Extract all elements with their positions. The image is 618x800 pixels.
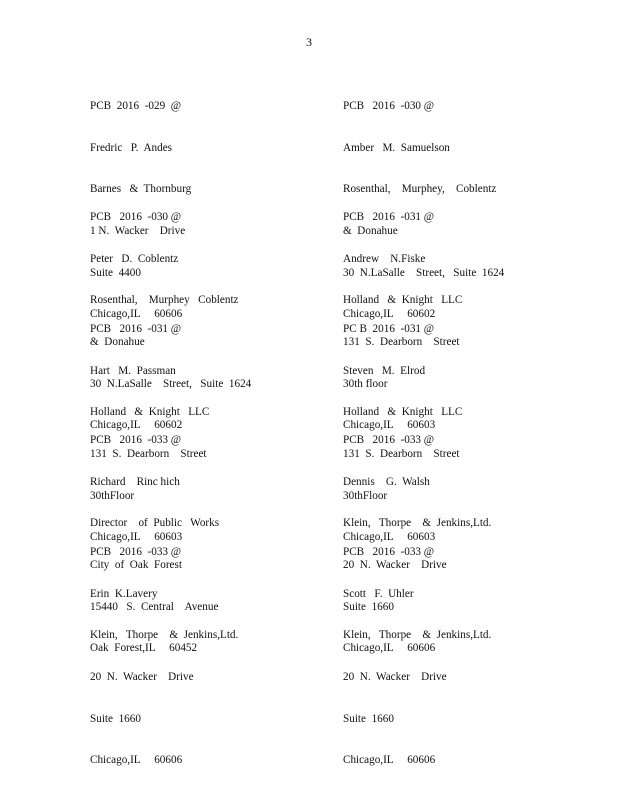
name-line: Steven M. Elrod [343, 364, 426, 377]
address-line: 131 S. Dearborn Street [343, 447, 460, 460]
city-line: Chicago,IL 60606 [90, 308, 183, 321]
address-line: Suite 4400 [90, 266, 141, 279]
address-line: 1 N. Wacker Drive [90, 224, 186, 237]
firm-line: Rosenthal, Murphey Coblentz [90, 294, 239, 307]
address-line: 20 N. Wacker Drive [343, 558, 447, 571]
docket-line: PCB 2016 -033 @ [90, 545, 182, 558]
firm-line: Holland & Knight LLC [343, 406, 463, 419]
address-line: 131 S. Dearborn Street [343, 335, 460, 348]
firm-line: & Donahue [343, 224, 398, 237]
address-line: 131 S. Dearborn Street [90, 447, 207, 460]
firm-line: Klein, Thorpe & Jenkins,Ltd. [343, 629, 492, 642]
docket-line: PCB 2016 -033 @ [343, 545, 435, 558]
title-line: Director of Public Works [90, 517, 220, 530]
name-line: Dennis G. Walsh [343, 475, 430, 488]
firm-line: Klein, Thorpe & Jenkins,Ltd. [343, 517, 492, 530]
service-entry [343, 518, 583, 796]
docket-line: PCB 2016 -033 @ [343, 433, 435, 446]
address-line: Suite 1660 [343, 712, 394, 725]
name-line: Peter D. Coblentz [90, 252, 179, 265]
address-line: 20 N. Wacker Drive [343, 670, 447, 683]
firm-line: Klein, Thorpe & Jenkins,Ltd. [90, 629, 239, 642]
city-line: Chicago,IL 60603 [90, 531, 183, 544]
floor-line: 30thFloor [90, 489, 135, 502]
name-line: Erin K.Lavery [90, 587, 158, 600]
firm-line: Barnes & Thornburg [90, 183, 192, 196]
floor-line: 30th floor [343, 377, 388, 390]
address-line: 30 N.LaSalle Street, Suite 1624 [90, 377, 252, 390]
name-line: Andrew N.Fiske [343, 252, 426, 265]
firm-line: Holland & Knight LLC [343, 294, 463, 307]
city-line: Chicago,IL 60606 [90, 754, 183, 767]
name-line: Scott F. Uhler [343, 587, 414, 600]
address-line: Suite 1660 [90, 712, 141, 725]
docket-line: PCB 2016 -033 @ [90, 433, 182, 446]
city-line: Chicago,IL 60606 [343, 754, 436, 767]
page-number: 3 [306, 35, 312, 49]
address-line: Suite 1660 [343, 600, 394, 613]
name-line: Fredric P. Andes [90, 141, 173, 154]
address-line: 15440 S. Central Avenue [90, 600, 219, 613]
city-line: Oak Forest,IL 60452 [90, 642, 198, 655]
docket-line: PC B 2016 -031 @ [343, 322, 435, 335]
firm-line: Rosenthal, Murphey, Coblentz [343, 183, 497, 196]
address-line: 30 N.LaSalle Street, Suite 1624 [343, 266, 505, 279]
docket-line: PCB 2016 -031 @ [90, 322, 182, 335]
docket-line: PCB 2016 -030 @ [90, 210, 182, 223]
docket-line: PCB 2016 -030 @ [343, 99, 435, 112]
city-line: Chicago,IL 60602 [90, 419, 183, 432]
firm-line: Holland & Knight LLC [90, 406, 210, 419]
firm-line: & Donahue [90, 335, 145, 348]
name-line: Richard Rinc hich [90, 475, 180, 488]
name-line: Hart M. Passman [90, 364, 176, 377]
city-line: Chicago,IL 60603 [343, 419, 436, 432]
name-line: Amber M. Samuelson [343, 141, 450, 154]
docket-line: PCB 2016 -029 @ [90, 99, 182, 112]
org-line: City of Oak Forest [90, 558, 182, 571]
docket-line: PCB 2016 -031 @ [343, 210, 435, 223]
floor-line: 30thFloor [343, 489, 388, 502]
service-entry [90, 518, 330, 796]
city-line: Chicago,IL 60603 [343, 531, 436, 544]
address-line: 20 N. Wacker Drive [90, 670, 194, 683]
city-line: Chicago,IL 60602 [343, 308, 436, 321]
city-line: Chicago,IL 60606 [343, 642, 436, 655]
